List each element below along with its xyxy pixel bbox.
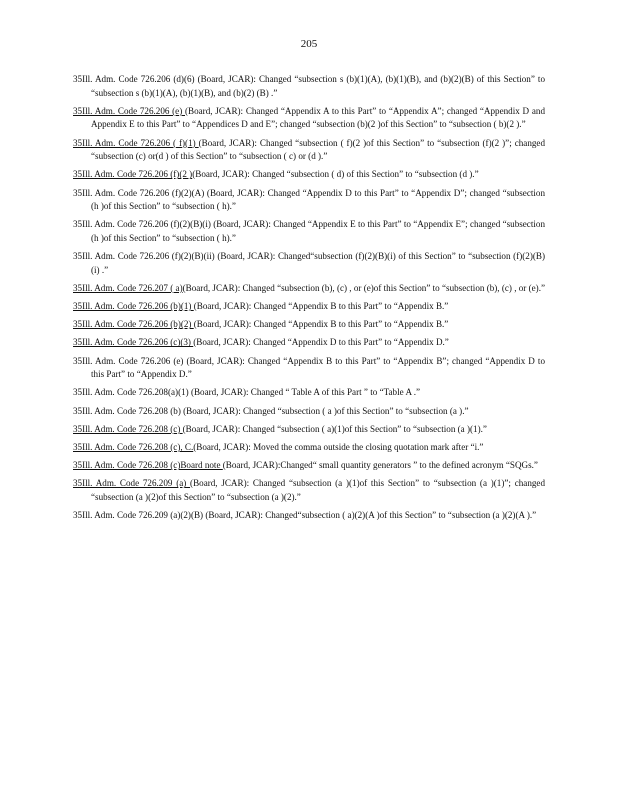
erratum-entry xyxy=(73,318,545,332)
entry-text: (Board, JCAR): Changed “Appendix A to this Part” to “Appendix A”; changed “Appendix D and Appendix E to this Part” to “Appendices D and E”; changed “subsection (b)(2 )of this Section” to “subsection ( b)(2 ).” xyxy=(91,105,545,130)
entry-citation: 35Ill. Adm. Code 726.208 (c) xyxy=(73,423,183,434)
erratum-entry xyxy=(73,105,545,132)
entry-text: 35Ill. Adm. Code 726.206 (e) (Board, JCAR): Changed “Appendix B to this Part” to “Appendix B”; changed “Appendix D to this Part” to “Appendix D.” xyxy=(73,355,545,380)
entry-text: (Board, JCAR): Moved the comma outside the closing quotation mark after “i.” xyxy=(193,441,484,452)
erratum-entry xyxy=(73,168,545,182)
entry-citation: 35Ill. Adm. Code 726.206 ( f)(1) xyxy=(73,137,199,148)
entry-text: 35Ill. Adm. Code 726.206 (f)(2)(A) (Board, JCAR): Changed “Appendix D to this Part” to “Appendix D”; changed “subsection (h )of this Section” to “subsection ( h).” xyxy=(73,187,545,212)
entry-text: 35Ill. Adm. Code 726.209 (a)(2)(B) (Board, JCAR): Changed“subsection ( a)(2)(A )of this Section” to “subsection (a )(2)(A ).” xyxy=(73,510,537,521)
entry-text: 35Ill. Adm. Code 726.206 (f)(2)(B)(i) (Board, JCAR): Changed “Appendix E to this Part” to “Appendix E”; changed “subsection (h )of this Section” to “subsection ( h).” xyxy=(73,219,545,243)
entry-text: (Board, JCAR): Changed “subsection (b), (c) , or (e)of this Section” to “subsection (b), (c) , or (e).” xyxy=(182,282,546,293)
erratum-entry xyxy=(73,441,545,455)
entry-text: (Board, JCAR): Changed “Appendix B to this Part” to “Appendix B.” xyxy=(193,301,449,312)
entry-text: (Board, JCAR): Changed “subsection ( d) of this Section” to “subsection (d ).” xyxy=(192,169,479,180)
erratum-entry xyxy=(73,218,545,245)
entry-text: (Board, JCAR): Changed “subsection ( a)(1)of this Section” to “subsection (a )(1).” xyxy=(182,423,487,434)
entry-text: 35Ill. Adm. Code 726.208(a)(1) (Board, JCAR): Changed “ Table A of this Part ” to “Table A .” xyxy=(73,387,421,398)
erratum-entry xyxy=(73,282,545,296)
erratum-entry xyxy=(73,423,545,437)
entry-text: (Board, JCAR): Changed “subsection ( f)(2 )of this Section” to “subsection (f)(2 )”; changed “subsection (c) or(d ) of this Section” to “subsection ( c) or (d ).” xyxy=(91,137,545,162)
erratum-entry xyxy=(73,187,545,214)
entry-citation: 35Ill. Adm. Code 726.207 ( a) xyxy=(73,282,183,293)
erratum-entry xyxy=(73,73,545,100)
entry-text: (Board, JCAR): Changed “subsection (a )(1)of this Section” to “subsection (a )(1)”; changed “subsection (a )(2)of this Section” to “subsection (a )(2).” xyxy=(91,478,545,502)
erratum-entry xyxy=(73,405,545,419)
entry-citation: 35Ill. Adm. Code 726.206 (f)(2 ) xyxy=(73,169,193,180)
entry-citation: 35Ill. Adm. Code 726.206 (b)(1) xyxy=(73,301,194,312)
erratum-entry xyxy=(73,477,545,504)
page-number: 205 xyxy=(300,38,318,50)
erratum-entry xyxy=(73,459,545,473)
entry-text: 35Ill. Adm. Code 726.206 (d)(6) (Board, JCAR): Changed “subsection s (b)(1)(A), (b)(1)(B), and (b)(2)(B) of this Section” to “subsection s (b)(1)(A), (b)(1)(B), and (b)(2) (B) .” xyxy=(73,74,545,98)
erratum-entry xyxy=(73,509,545,523)
entry-citation: 35Ill. Adm. Code 726.206 (e) xyxy=(73,105,185,116)
entry-citation: 35Ill. Adm. Code 726.206 (c)(3) xyxy=(73,337,194,348)
erratum-entry xyxy=(73,250,545,277)
entry-citation: 35Ill. Adm. Code 726.208 (c), C. xyxy=(73,441,194,452)
entry-text: (Board, JCAR): Changed “Appendix D to this Part” to “Appendix D.” xyxy=(193,337,449,348)
entry-citation: 35Ill. Adm. Code 726.208 (c)Board note xyxy=(73,460,223,471)
erratum-list xyxy=(73,73,545,527)
entry-citation: 35Ill. Adm. Code 726.209 (a) xyxy=(73,478,191,489)
entry-text: 35Ill. Adm. Code 726.208 (b) (Board, JCAR): Changed “subsection ( a )of this Section” to “subsection (a ).” xyxy=(73,405,469,416)
erratum-entry xyxy=(73,386,545,400)
entry-citation: 35Ill. Adm. Code 726.206 (b)(2) xyxy=(73,319,194,330)
erratum-entry xyxy=(73,137,545,164)
entry-text: (Board, JCAR):Changed“ small quantity generators ” to the defined acronym “SQGs.” xyxy=(222,460,538,471)
entry-text: (Board, JCAR): Changed “Appendix B to this Part” to “Appendix B.” xyxy=(193,319,449,330)
erratum-entry xyxy=(73,355,545,382)
entry-text: 35Ill. Adm. Code 726.206 (f)(2)(B)(ii) (Board, JCAR): Changed“subsection (f)(2)(B)(i) of this Section” to “subsection (f)(2)(B)(i) .” xyxy=(73,251,545,275)
erratum-entry xyxy=(73,300,545,314)
erratum-entry xyxy=(73,336,545,350)
